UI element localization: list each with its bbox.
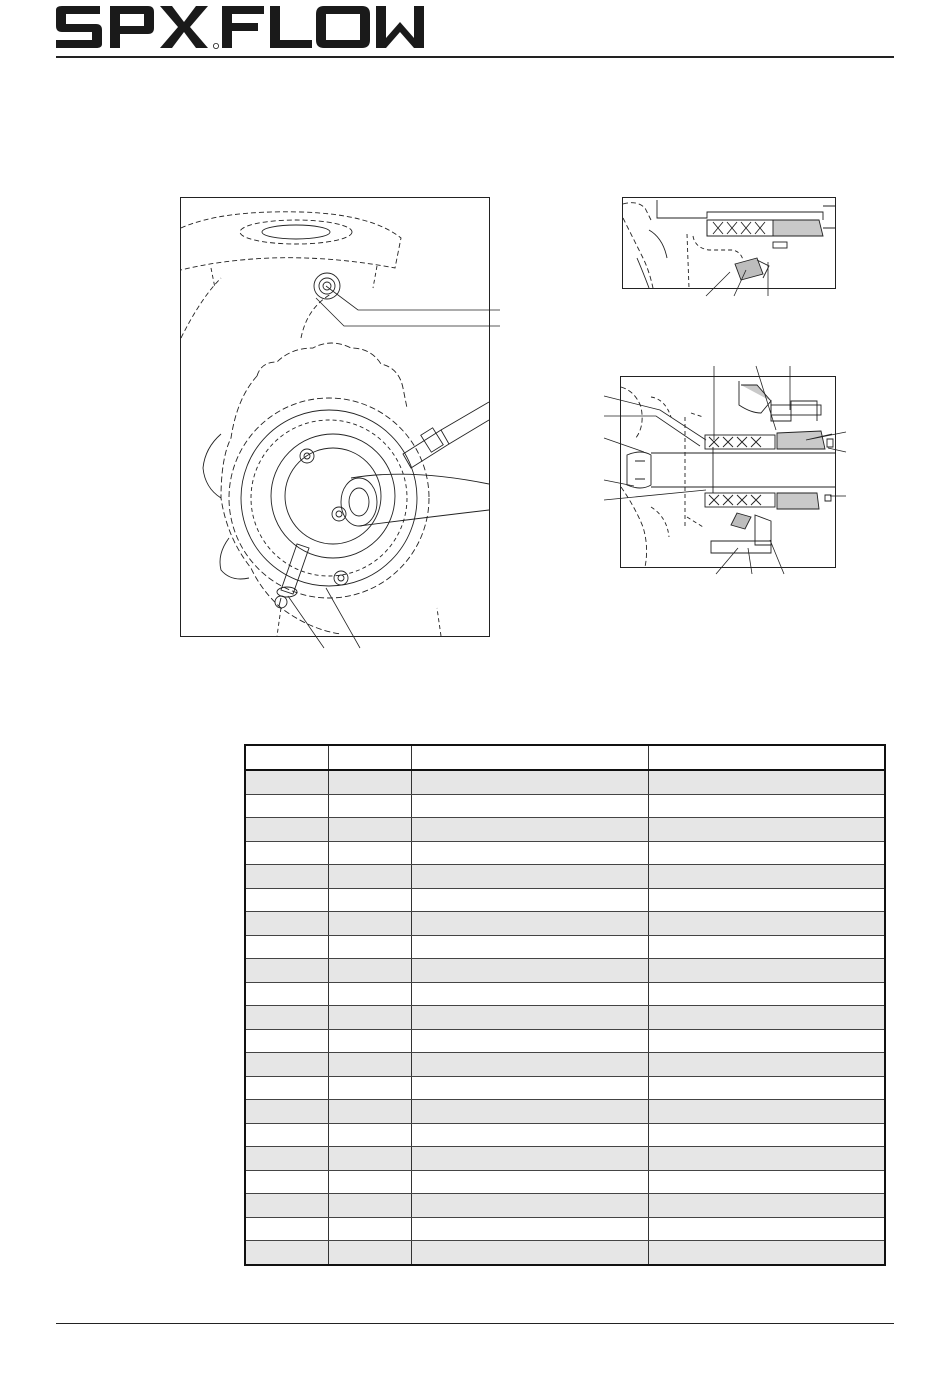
parts-list-table xyxy=(244,744,886,1266)
table-cell xyxy=(245,982,328,1006)
table-row xyxy=(245,865,885,889)
table-cell xyxy=(245,1123,328,1147)
table-cell xyxy=(328,865,411,889)
table-row xyxy=(245,818,885,842)
table-cell xyxy=(411,841,648,865)
table-row xyxy=(245,1029,885,1053)
table-cell xyxy=(411,1123,648,1147)
table-cell xyxy=(328,1029,411,1053)
table-cell xyxy=(245,1241,328,1265)
header-rule xyxy=(56,56,894,58)
table-cell xyxy=(245,1194,328,1218)
table-cell xyxy=(328,935,411,959)
spxflow-logo xyxy=(56,4,450,50)
table-cell xyxy=(411,1170,648,1194)
table-cell xyxy=(328,1100,411,1124)
table-cell xyxy=(648,1123,885,1147)
table-cell xyxy=(245,770,328,794)
table-cell xyxy=(648,1029,885,1053)
table-cell xyxy=(411,935,648,959)
table-cell xyxy=(648,935,885,959)
table-cell xyxy=(245,1053,328,1077)
table-cell xyxy=(648,1076,885,1100)
table-row xyxy=(245,1170,885,1194)
table-cell xyxy=(648,1194,885,1218)
table-cell xyxy=(245,841,328,865)
table-cell xyxy=(411,888,648,912)
table-cell xyxy=(328,1170,411,1194)
table-row xyxy=(245,1194,885,1218)
table-cell xyxy=(648,865,885,889)
table-header-row xyxy=(245,745,885,770)
table-cell xyxy=(648,841,885,865)
table-cell xyxy=(411,912,648,936)
table-cell xyxy=(328,1147,411,1171)
table-cell xyxy=(648,982,885,1006)
table-row xyxy=(245,841,885,865)
table-cell xyxy=(245,1006,328,1030)
table-cell xyxy=(411,982,648,1006)
table-cell xyxy=(328,841,411,865)
table-cell xyxy=(245,865,328,889)
table-row xyxy=(245,1100,885,1124)
table-row xyxy=(245,1006,885,1030)
table-cell xyxy=(245,1170,328,1194)
table-cell xyxy=(411,818,648,842)
table-cell xyxy=(328,1053,411,1077)
table-cell xyxy=(648,959,885,983)
table-cell xyxy=(245,935,328,959)
table-cell xyxy=(245,1147,328,1171)
table-cell xyxy=(411,1006,648,1030)
table-cell xyxy=(648,1147,885,1171)
table-row xyxy=(245,935,885,959)
table-row xyxy=(245,1217,885,1241)
table-cell xyxy=(328,1076,411,1100)
table-cell xyxy=(328,1217,411,1241)
table-cell xyxy=(411,1053,648,1077)
table-row xyxy=(245,770,885,794)
footer-rule xyxy=(56,1323,894,1324)
table-row xyxy=(245,1053,885,1077)
parts-table-body xyxy=(245,770,885,1265)
table-cell xyxy=(328,1241,411,1265)
table-header-cell xyxy=(648,745,885,770)
table-cell xyxy=(648,1006,885,1030)
table-cell xyxy=(411,1194,648,1218)
table-cell xyxy=(648,888,885,912)
table-cell xyxy=(411,1217,648,1241)
table-cell xyxy=(328,959,411,983)
table-cell xyxy=(648,1100,885,1124)
table-cell xyxy=(328,794,411,818)
table-cell xyxy=(328,888,411,912)
table-row xyxy=(245,912,885,936)
table-cell xyxy=(328,1194,411,1218)
table-row xyxy=(245,794,885,818)
table-header-cell xyxy=(411,745,648,770)
table-cell xyxy=(245,1100,328,1124)
table-cell xyxy=(411,1100,648,1124)
table-cell xyxy=(411,794,648,818)
pump-casing-figure xyxy=(180,197,490,637)
table-cell xyxy=(648,1241,885,1265)
table-row xyxy=(245,888,885,912)
table-cell xyxy=(411,1147,648,1171)
table-row xyxy=(245,959,885,983)
table-cell xyxy=(411,959,648,983)
table-cell xyxy=(648,1053,885,1077)
table-cell xyxy=(648,794,885,818)
table-row xyxy=(245,1076,885,1100)
table-cell xyxy=(411,1076,648,1100)
table-cell xyxy=(328,770,411,794)
table-cell xyxy=(245,888,328,912)
seal-detail-top-figure xyxy=(622,197,836,289)
table-cell xyxy=(328,912,411,936)
table-cell xyxy=(328,1006,411,1030)
table-cell xyxy=(245,1029,328,1053)
table-cell xyxy=(411,1029,648,1053)
table-cell xyxy=(245,818,328,842)
table-cell xyxy=(411,1241,648,1265)
table-cell xyxy=(411,865,648,889)
table-cell xyxy=(245,794,328,818)
table-row xyxy=(245,1147,885,1171)
table-cell xyxy=(245,912,328,936)
table-cell xyxy=(245,1217,328,1241)
table-cell xyxy=(648,1170,885,1194)
table-cell xyxy=(648,912,885,936)
table-cell xyxy=(328,1123,411,1147)
table-header-cell xyxy=(245,745,328,770)
table-cell xyxy=(245,959,328,983)
table-cell xyxy=(648,770,885,794)
table-row xyxy=(245,1123,885,1147)
table-cell xyxy=(648,818,885,842)
table-cell xyxy=(411,770,648,794)
table-cell xyxy=(328,982,411,1006)
table-cell xyxy=(245,1076,328,1100)
table-row xyxy=(245,1241,885,1265)
seal-detail-section-figure xyxy=(620,376,836,568)
table-row xyxy=(245,982,885,1006)
table-cell xyxy=(648,1217,885,1241)
table-header-cell xyxy=(328,745,411,770)
table-cell xyxy=(328,818,411,842)
